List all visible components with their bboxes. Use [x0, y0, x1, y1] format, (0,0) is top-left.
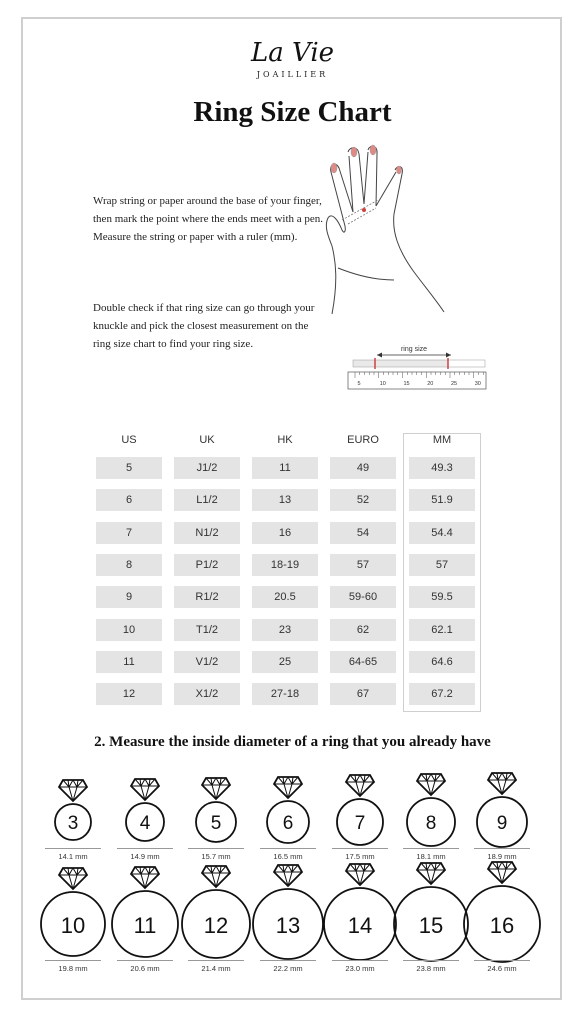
ring-size-number: 6 [282, 813, 294, 834]
size-cell-euro: 62 [330, 619, 396, 641]
ring-size-13 [249, 859, 327, 965]
ring-size-10 [37, 862, 109, 962]
ruler-tick-label: 20 [427, 381, 434, 387]
size-cell-uk: L1/2 [174, 489, 240, 511]
section-2-title: 2. Measure the inside diameter of a ring that you already have [94, 734, 491, 750]
size-cell-uk: T1/2 [174, 619, 240, 641]
ring-size-8 [403, 768, 459, 852]
ring-size-number: 11 [133, 913, 157, 938]
page-title: Ring Size Chart [193, 96, 392, 128]
ring-diameter-label: 14.9 mm [130, 852, 160, 861]
hand-illustration [318, 142, 453, 322]
ring-size-number: 13 [275, 913, 301, 938]
size-cell-mm: 54.4 [409, 522, 475, 544]
column-header-uk: UK [199, 434, 215, 446]
size-cell-us: 7 [96, 522, 162, 544]
diameter-line [474, 960, 530, 961]
column-header-hk: HK [277, 434, 293, 446]
ring-diameter-label: 22.2 mm [273, 964, 303, 973]
size-cell-euro: 49 [330, 457, 396, 479]
size-cell-mm: 67.2 [409, 683, 475, 705]
ring-diameter-label: 23.8 mm [416, 964, 446, 973]
ring-size-number: 15 [418, 913, 444, 938]
ring-size-number: 9 [496, 813, 508, 834]
ring-size-label: ring size [400, 346, 428, 353]
ring-size-12 [178, 860, 254, 964]
ring-diameter-label: 19.8 mm [58, 964, 88, 973]
size-cell-uk: P1/2 [174, 554, 240, 576]
diamond-icon [131, 867, 159, 888]
ring-size-11 [108, 861, 182, 963]
column-header-euro: EURO [347, 434, 379, 446]
size-cell-euro: 64-65 [330, 651, 396, 673]
size-cell-hk: 13 [252, 489, 318, 511]
diameter-line [332, 960, 388, 961]
size-cell-uk: J1/2 [174, 457, 240, 479]
size-cell-hk: 25 [252, 651, 318, 673]
diamond-icon [488, 862, 516, 883]
ring-size-4 [122, 773, 168, 847]
diamond-icon [417, 774, 445, 795]
diameter-line [403, 960, 459, 961]
ring-size-number: 3 [67, 813, 79, 834]
size-cell-mm: 49.3 [409, 457, 475, 479]
ring-size-16 [460, 856, 544, 968]
size-cell-euro: 54 [330, 522, 396, 544]
diamond-icon [202, 866, 230, 887]
diameter-line [117, 848, 173, 849]
diamond-icon [346, 775, 374, 796]
size-cell-us: 12 [96, 683, 162, 705]
ring-size-number: 16 [489, 913, 515, 938]
diamond-icon [346, 864, 374, 885]
ring-size-number: 5 [210, 813, 222, 834]
ruler-illustration [345, 340, 490, 395]
size-cell-mm: 62.1 [409, 619, 475, 641]
diameter-line [45, 960, 101, 961]
diamond-icon [202, 778, 230, 799]
ring-diameter-label: 24.6 mm [487, 964, 517, 973]
size-cell-euro: 59-60 [330, 586, 396, 608]
ring-size-6 [263, 771, 313, 849]
size-cell-us: 8 [96, 554, 162, 576]
instruction-check: Double check if that ring size can go through your knuckle and pick the closest measurement on the ring size chart to find your ring size. [93, 302, 315, 350]
ring-diameter-label: 23.0 mm [345, 964, 375, 973]
instruction-wrap: Wrap string or paper around the base of your finger, then mark the point where the ends meet with a pen. Measure the string or paper with a ruler (mm). [93, 195, 324, 243]
size-cell-mm: 51.9 [409, 489, 475, 511]
diameter-line [332, 848, 388, 849]
brand-logo: La Vie [250, 38, 335, 68]
ring-diameter-label: 15.7 mm [201, 852, 231, 861]
ruler-tick-label: 5 [357, 381, 361, 387]
diamond-icon [488, 773, 516, 794]
size-cell-hk: 18-19 [252, 554, 318, 576]
column-header-mm: MM [432, 434, 452, 446]
diameter-line [117, 960, 173, 961]
ring-diameter-label: 16.5 mm [273, 852, 303, 861]
diameter-line [188, 960, 244, 961]
size-cell-hk: 11 [252, 457, 318, 479]
ring-size-7 [333, 769, 387, 851]
ring-size-9 [473, 767, 531, 853]
diameter-line [260, 848, 316, 849]
ruler-tick-label: 30 [474, 381, 481, 387]
size-cell-mm: 64.6 [409, 651, 475, 673]
ring-diameter-label: 17.5 mm [345, 852, 375, 861]
diameter-line [403, 848, 459, 849]
ruler-tick-label: 10 [379, 381, 386, 387]
size-cell-us: 11 [96, 651, 162, 673]
column-header-us: US [121, 434, 137, 446]
diamond-icon [274, 777, 302, 798]
ring-size-number: 10 [60, 913, 86, 938]
diamond-icon [417, 863, 445, 884]
size-cell-mm: 59.5 [409, 586, 475, 608]
diamond-icon [274, 865, 302, 886]
size-cell-euro: 57 [330, 554, 396, 576]
size-cell-us: 9 [96, 586, 162, 608]
ring-diameter-label: 14.1 mm [58, 852, 88, 861]
size-cell-euro: 67 [330, 683, 396, 705]
ring-size-number: 12 [203, 913, 229, 938]
ring-size-number: 4 [139, 813, 151, 834]
size-cell-hk: 16 [252, 522, 318, 544]
ring-size-14 [320, 858, 400, 966]
size-cell-uk: R1/2 [174, 586, 240, 608]
ruler-tick-label: 15 [403, 381, 410, 387]
ring-diameter-label: 18.1 mm [416, 852, 446, 861]
ruler-tick-label: 25 [450, 381, 458, 387]
size-cell-euro: 52 [330, 489, 396, 511]
diameter-line [45, 848, 101, 849]
size-cell-uk: V1/2 [174, 651, 240, 673]
size-cell-uk: X1/2 [174, 683, 240, 705]
ring-size-number: 7 [354, 813, 366, 834]
ring-size-number: 8 [425, 813, 437, 834]
size-cell-hk: 27-18 [252, 683, 318, 705]
size-cell-hk: 20.5 [252, 586, 318, 608]
size-cell-hk: 23 [252, 619, 318, 641]
diameter-line [188, 848, 244, 849]
size-cell-uk: N1/2 [174, 522, 240, 544]
size-cell-us: 6 [96, 489, 162, 511]
ring-size-3 [51, 774, 95, 846]
size-cell-mm: 57 [409, 554, 475, 576]
diameter-line [474, 848, 530, 849]
diamond-icon [131, 779, 159, 800]
diamond-icon [59, 868, 87, 889]
ring-diameter-label: 21.4 mm [201, 964, 231, 973]
brand-subtitle: JOAILLIER [256, 70, 329, 79]
diameter-line [260, 960, 316, 961]
ring-diameter-label: 18.9 mm [487, 852, 517, 861]
ring-size-5 [192, 772, 240, 848]
ring-size-number: 14 [347, 913, 373, 938]
ring-diameter-label: 20.6 mm [130, 964, 160, 973]
diamond-icon [59, 780, 87, 801]
size-cell-us: 10 [96, 619, 162, 641]
size-cell-us: 5 [96, 457, 162, 479]
